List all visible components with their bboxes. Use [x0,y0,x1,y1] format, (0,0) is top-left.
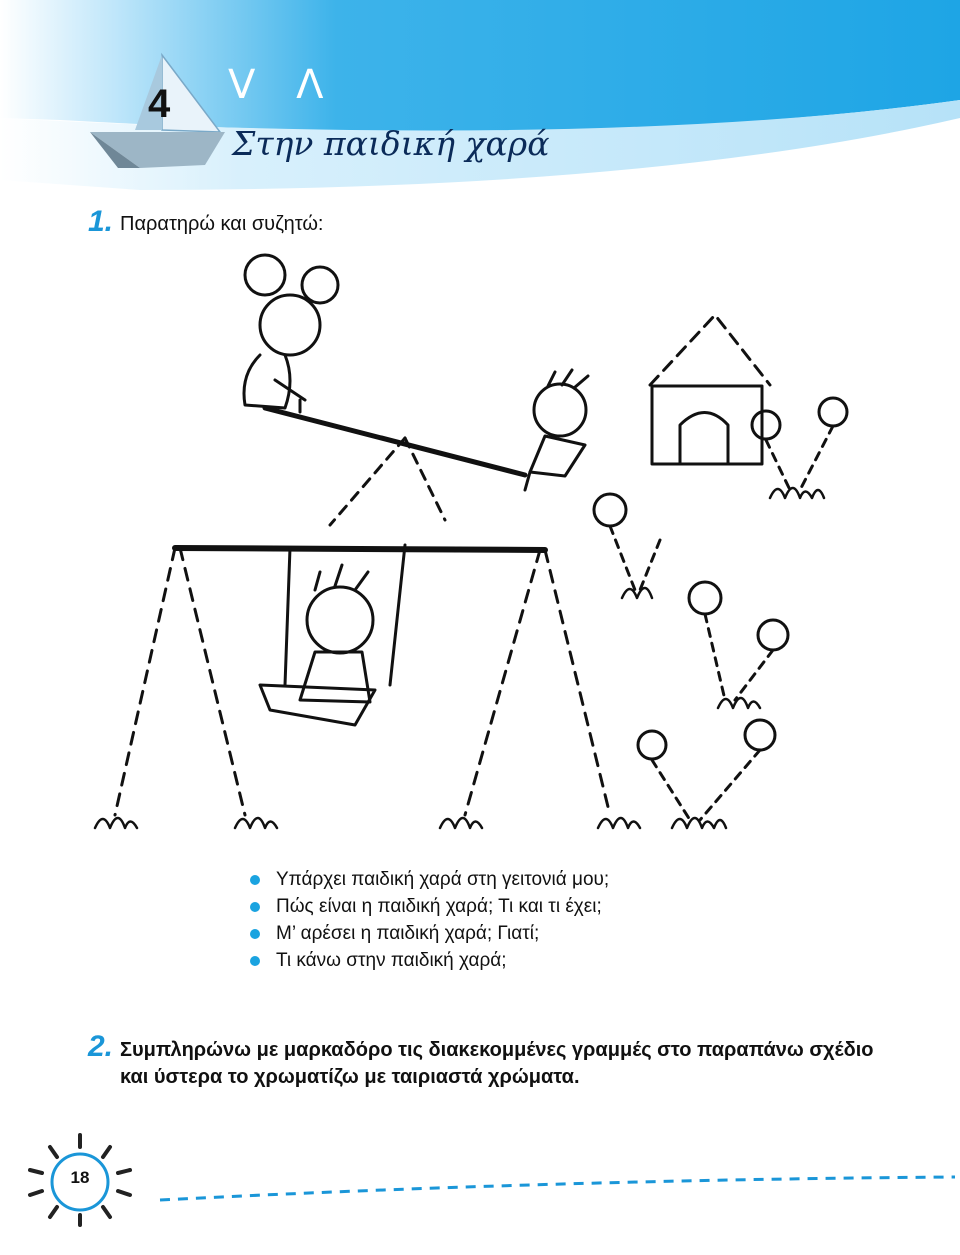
bullet-icon [250,902,260,912]
flowers-icon [594,398,847,820]
question-item: Τι κάνω στην παιδική χαρά; [250,947,609,974]
playground-drawing-icon [0,240,960,840]
house-icon [650,315,770,464]
header-band [0,0,960,195]
seesaw-icon [244,255,588,525]
task-2-instruction: Συμπληρώνω με μαρκαδόρο τις διακεκομμένες γραμμές στο παραπάνω σχέδιο και ύστερα το χρωματίζω με ταιριαστά χρώματα. [120,1039,874,1088]
lesson-title: Στην παιδική χαρά [232,124,550,163]
task-1-number: 1. [88,205,114,238]
task-2-number: 2. [88,1030,114,1063]
bullet-icon [250,956,260,966]
bullet-icon [250,929,260,939]
question-item: Μ’ αρέσει η παιδική χαρά; Γιατί; [250,920,609,947]
question-item: Πώς είναι η παιδική χαρά; Τι και τι έχει; [250,893,609,920]
footer [0,1125,960,1255]
discussion-questions [250,866,609,974]
footer-dashed-line [160,1177,955,1200]
task-1-instruction: Παρατηρώ και συζητώ: [120,213,324,235]
lesson-letters: V Λ [228,62,338,108]
swing-icon [115,545,610,815]
lesson-number: 4 [148,82,171,126]
bullet-icon [250,875,260,885]
question-item: Υπάρχει παιδική χαρά στη γειτονιά μου; [250,866,609,893]
page-number: 18 [70,1168,90,1187]
